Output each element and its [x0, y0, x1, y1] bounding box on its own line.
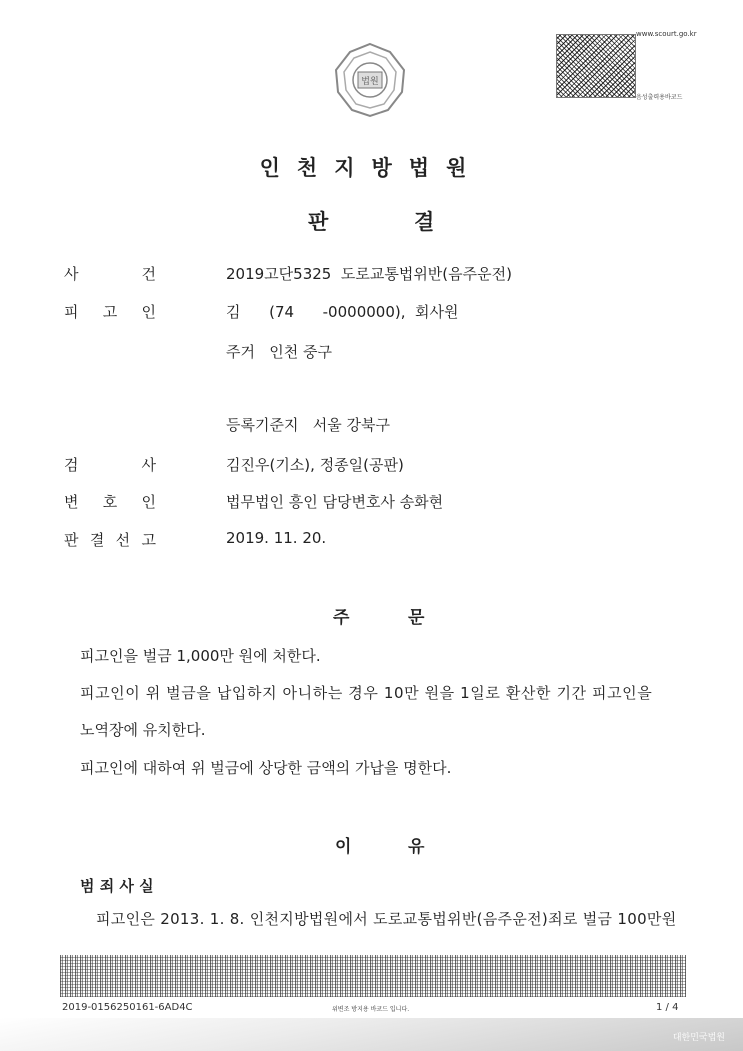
reason-heading-left: 이: [335, 837, 352, 857]
issuer-label: 대한민국법원: [672, 1033, 725, 1043]
field-label-counsel: 변 호 인: [64, 493, 156, 511]
field-value-case: 2019고단5325 도로교통법위반(음주운전): [226, 265, 512, 283]
field-value-judgment-date: 2019. 11. 20.: [226, 529, 327, 547]
reason-heading-right: 유: [408, 837, 425, 857]
field-label-case: 사 건: [64, 265, 156, 283]
court-name: 인천지방법원: [259, 156, 484, 180]
field-label-defendant: 피 고 인: [64, 303, 156, 321]
anti-forgery-notice: 위변조 방지용 바코드 입니다.: [332, 1006, 410, 1013]
doc-id: 2019-0156250161-6AD4C: [62, 1002, 193, 1013]
order-line: 노역장에 유치한다.: [80, 721, 206, 739]
field-label-prosecutor: 검 사: [64, 456, 156, 474]
court-seal-emblem: [330, 40, 410, 120]
order-line: 피고인이 위 벌금을 납입하지 아니하는 경우 10만 원을 1일로 환산한 기간 피고인을: [80, 684, 653, 702]
facts-subheading: 범 죄 사 실: [80, 877, 154, 895]
order-line: 피고인을 벌금 1,000만 원에 처한다.: [80, 647, 321, 665]
field-value-registry: 등록기준지 서울 강북구: [226, 416, 390, 434]
svg-text:법원: 법원: [361, 77, 379, 87]
field-label-judgment-date: 판 결 선 고: [64, 531, 156, 549]
page-number: 1 / 4: [656, 1002, 679, 1013]
field-value-defendant: 김 (74 -0000000), 회사원: [226, 303, 459, 321]
field-value-prosecutor: 김진우(기소), 정종일(공판): [226, 456, 404, 474]
order-heading-right: 문: [408, 608, 425, 628]
qr-barcode: [556, 34, 636, 98]
doc-title-right: 결: [414, 210, 435, 234]
order-line: 피고인에 대하여 위 벌금에 상당한 금액의 가납을 명한다.: [80, 759, 452, 777]
anti-forgery-barcode: [60, 955, 686, 997]
qr-caption: 음성출력용바코드: [636, 94, 683, 101]
facts-first-line: 피고인은 2013. 1. 8. 인천지방법원에서 도로교통법위반(음주운전)죄로 벌금 100만원: [96, 910, 677, 928]
qr-url: www.scourt.go.kr: [636, 30, 697, 38]
field-value-counsel: 법무법인 흥인 담당변호사 송화현: [226, 493, 444, 511]
order-heading-left: 주: [333, 608, 350, 628]
footer-band: [0, 1018, 743, 1051]
doc-title-left: 판: [308, 210, 329, 234]
field-value-address: 주거 인천 중구: [226, 343, 333, 361]
